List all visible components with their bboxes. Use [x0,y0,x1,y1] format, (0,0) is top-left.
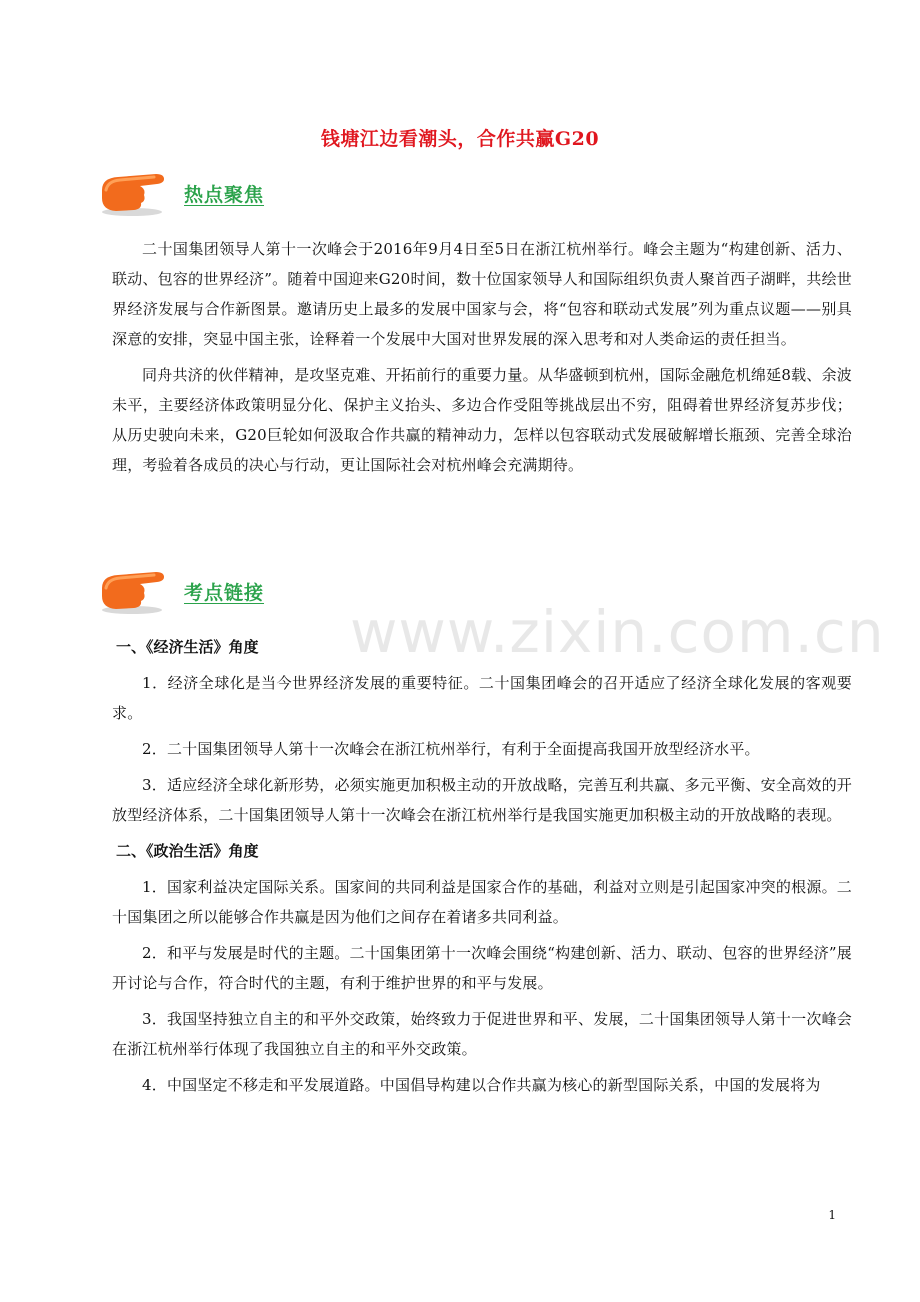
paragraph: 二十国集团领导人第十一次峰会于2016年9月4日至5日在浙江杭州举行。峰会主题为“构建创新、活力、联动、包容的世界经济”。随着中国迎来G20时间，数十位国家领导人和国际组织负责人聚首西子湖畔，共绘世界经济发展与合作新图景。邀请历史上最多的发展中国家与会，将“包容和联动式发展”列为重点议题——别具深意的安排，突显中国主张，诠释着一个发展中大国对世界发展的深入思考和对人类命运的责任担当。 [112,240,852,348]
watermark: www.zixin.com.cn [350,598,885,666]
hot-focus-body [112,234,852,486]
section-header-hot-focus [96,168,356,224]
pointing-hand-icon [96,168,170,218]
document-title: 钱塘江边看潮头，合作共赢G20 [320,128,600,150]
exam-link-body [112,632,852,1106]
list-item: 1．国家利益决定国际关系。国家间的共同利益是国家合作的基础，利益对立则是引起国家冲突的根源。二十国集团之所以能够合作共赢是因为他们之间存在着诸多共同利益。 [112,878,852,926]
paragraph: 同舟共济的伙伴精神，是攻坚克难、开拓前行的重要力量。从华盛顿到杭州，国际金融危机绵延8载、余波未平，主要经济体政策明显分化、保护主义抬头、多边合作受阻等挑战层出不穷，阻碍着世界经济复苏步伐；从历史驶向未来，G20巨轮如何汲取合作共赢的精神动力，怎样以包容联动式发展破解增长瓶颈、完善全球治理，考验着各成员的决心与行动，更让国际社会对杭州峰会充满期待。 [112,366,852,474]
section-header-exam-link [96,566,356,622]
list-item: 2．二十国集团领导人第十一次峰会在浙江杭州举行，有利于全面提高我国开放型经济水平。 [142,740,760,758]
list-item: 4．中国坚定不移走和平发展道路。中国倡导构建以合作共赢为核心的新型国际关系，中国的发展将为 [142,1076,821,1094]
section-label: 考点链接 [184,582,265,604]
list-item: 2．和平与发展是时代的主题。二十国集团第十一次峰会围绕“构建创新、活力、联动、包容的世界经济”展开讨论与合作，符合时代的主题，有利于维护世界的和平与发展。 [112,944,852,992]
economy-heading: 一、《经济生活》角度 [116,638,259,656]
list-item: 3．我国坚持独立自主的和平外交政策，始终致力于促进世界和平、发展，二十国集团领导人第十一次峰会在浙江杭州举行体现了我国独立自主的和平外交政策。 [112,1010,852,1058]
list-item: 1．经济全球化是当今世界经济发展的重要特征。二十国集团峰会的召开适应了经济全球化发展的客观要求。 [112,674,852,722]
section-label: 热点聚焦 [184,184,265,206]
pointing-hand-icon [96,566,170,616]
politics-heading: 二、《政治生活》角度 [116,842,259,860]
page-number: 1 [828,1208,836,1222]
list-item: 3．适应经济全球化新形势，必须实施更加积极主动的开放战略，完善互利共赢、多元平衡、安全高效的开放型经济体系，二十国集团领导人第十一次峰会在浙江杭州举行是我国实施更加积极主动的开放战略的表现。 [112,776,852,824]
